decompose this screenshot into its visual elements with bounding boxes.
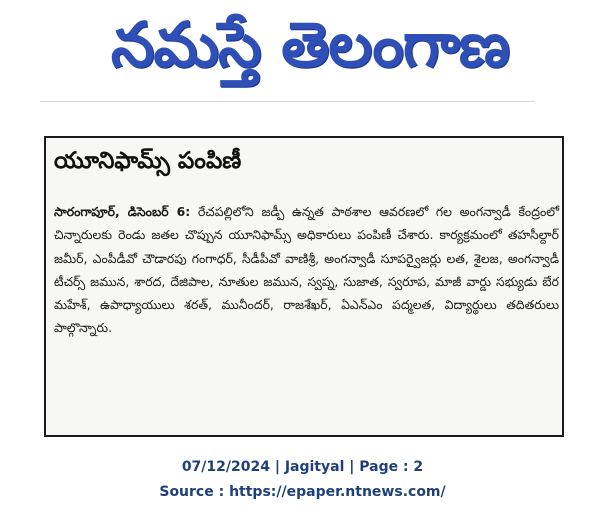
article-body: [54, 200, 559, 340]
article-body-text: రేచపల్లిలోని జడ్పీ ఉన్నత పాఠశాల ఆవరణలో గల అంగన్వాడీ కేంద్రంలో చిన్నారులకు రెండు జతల చొప్పున యూనిఫామ్స్ అధికారులు పంపిణీ చేశారు. కార్యక్రమంలో తహసీల్దార్ జమీర్, ఎంపీడీవో చౌడారపు గంగాధర్, సీడీపీవో వాణిశ్రీ, అంగన్వాడీ సూపర్వైజర్లు లత, శైలజ, అంగన్వాడీ టీచర్స్ జమున, శారద, దేజిపాల, నూతుల జమున, స్వప్న, సుజాత, స్వరూప, మాజీ వార్డు సభ్యుడు బేర మహేశ్, ఉపాధ్యాయులు శరత్, మునీందర్, రాజశేఖర్, ఏఎన్ఎం పద్మలత, విద్యార్థులు తదితరులు పాల్గొన్నారు.: [54, 204, 559, 336]
newspaper-logo: నమస్తే తెలంగాణ: [110, 8, 510, 81]
news-clipping: [44, 136, 564, 437]
masthead-divider: [40, 101, 535, 102]
article-headline: యూనిఫామ్స్ పంపిణీ: [54, 148, 242, 174]
edition-info: 07/12/2024 | Jagityal | Page : 2: [181, 459, 424, 475]
article-dateline: సారంగాపూర్, డిసెంబర్ 6:: [54, 204, 191, 219]
source-link[interactable]: Source : https://epaper.ntnews.com/: [159, 484, 446, 500]
masthead: [0, 0, 605, 100]
